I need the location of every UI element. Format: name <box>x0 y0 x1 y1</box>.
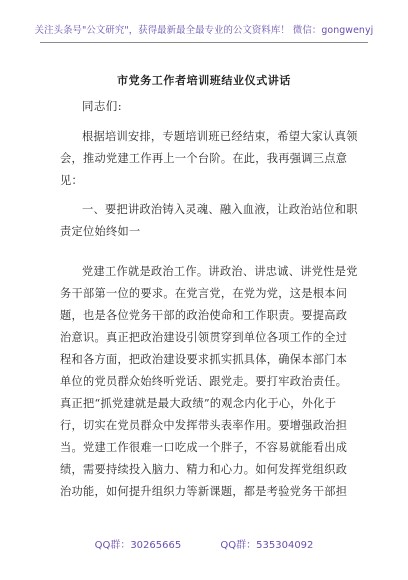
paragraph-line: 见： <box>60 174 83 187</box>
paragraph-line: 治功能，如何提升组织力等新课题，都是考验党务干部担 <box>60 485 348 498</box>
footer-qq-group-1: QQ群：30265665 <box>94 540 182 551</box>
paragraph-intro <box>60 126 358 192</box>
paragraph-line: 真正把“抓党建就是最大政绩”的观念内化于心，外化于 <box>60 397 337 410</box>
paragraph-line: 会，推动党建工作再上一个台阶。在此，我再强调三点意 <box>60 152 348 165</box>
footer-contacts <box>0 536 408 551</box>
document-title: 市党务工作者培训班结业仪式讲话 <box>117 74 291 87</box>
paragraph-line: 当。党建工作很难一口吃成一个胖子，不容易就能看出成 <box>60 441 348 454</box>
paragraph-line: 党建工作就是政治工作。讲政治、讲忠诚、讲党性是党 <box>82 265 358 278</box>
paragraph-line: 题，也是各位党务干部的政治使命和工作职责。要提高政 <box>60 309 348 322</box>
paragraph-line: 行，切实在党员群众中发挥带头表率作用。要增强政治担 <box>60 419 348 432</box>
header-divider <box>40 42 368 43</box>
footer-qq-group-2: QQ群：535304092 <box>220 540 314 551</box>
paragraph-line: 单位的党员群众始终听党话、跟党走。要打牢政治责任。 <box>60 375 348 388</box>
paragraph-line: 根据培训安排，专题培训班已经结束，希望大家认真领 <box>82 130 358 143</box>
greeting: 同志们: <box>82 99 122 113</box>
paragraph-line: 治意识。真正把政治建设引领贯穿到单位各项工作的全过 <box>60 331 348 344</box>
paragraph-line: 绩，需要持续投入脑力、精力和心力。如何发挥党组织政 <box>60 463 348 476</box>
paragraph-body <box>60 261 358 503</box>
header-banner: 关注头条号"公文研究"，获得最新最全最专业的公文资料库！ 微信：gongwenyj <box>34 25 374 36</box>
paragraph-line: 责定位始终如一 <box>60 225 141 238</box>
section-heading-1 <box>60 199 358 243</box>
paragraph-line: 程和各方面，把政治建设要求抓实抓具体，确保本部门本 <box>60 353 348 366</box>
paragraph-line: 务干部第一位的要求。在党言党，在党为党，这是根本问 <box>60 287 348 300</box>
paragraph-line: 一、要把讲政治铸入灵魂、融入血液，让政治站位和职 <box>82 203 358 216</box>
